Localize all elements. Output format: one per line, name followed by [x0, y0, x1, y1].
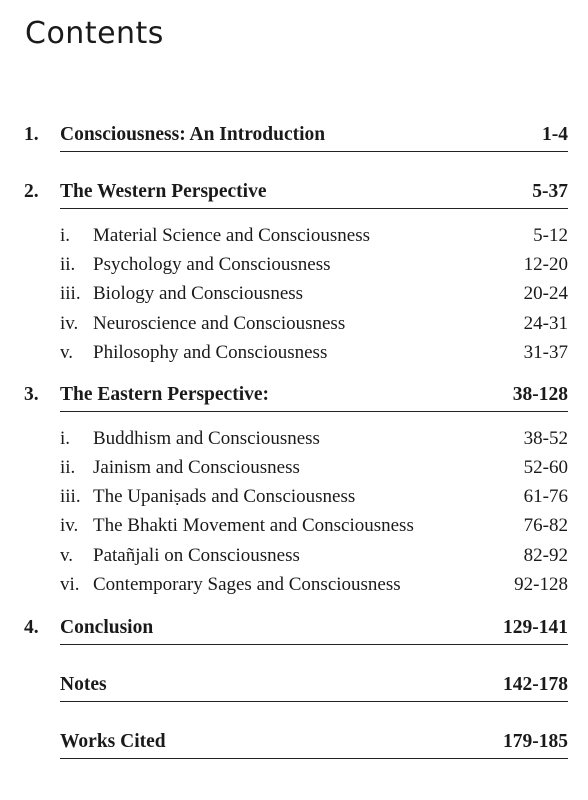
- page-range: 52-60: [523, 457, 568, 478]
- divider-rule: [60, 701, 568, 702]
- subentry-title: Jainism and Consciousness: [93, 457, 300, 478]
- page-range: 142-178: [503, 674, 568, 695]
- page-range: 82-92: [523, 545, 568, 566]
- divider-rule: [60, 151, 568, 152]
- subentry-title: Neuroscience and Consciousness: [93, 313, 346, 334]
- subentry-title: The Bhakti Movement and Consciousness: [93, 515, 414, 536]
- chapter-title: Consciousness: An Introduction: [60, 124, 326, 145]
- subentry-title: Material Science and Consciousness: [93, 225, 371, 246]
- chapter-number: 4.: [24, 617, 39, 638]
- page-range: 5-12: [533, 225, 568, 246]
- subentry-title: Contemporary Sages and Consciousness: [93, 574, 401, 595]
- subentry-number: iii.: [60, 486, 81, 507]
- subentry-title: Patañjali on Consciousness: [93, 545, 300, 566]
- page-range: 31-37: [523, 342, 568, 363]
- chapter-number: 1.: [24, 124, 39, 145]
- subentry-number: v.: [60, 342, 74, 363]
- subentry-number: i.: [60, 225, 71, 246]
- subentry-number: ii.: [60, 254, 76, 275]
- subentry-title: Buddhism and Consciousness: [93, 428, 320, 449]
- subentry-title: The Upaniṣads and Consciousness: [93, 486, 356, 507]
- page-range: 12-20: [523, 254, 568, 275]
- page-range: 1-4: [542, 124, 568, 145]
- subentry-number: v.: [60, 545, 74, 566]
- page-range: 179-185: [503, 731, 568, 752]
- chapter-number: 2.: [24, 181, 39, 202]
- subentry-number: iv.: [60, 515, 79, 536]
- page-range: 76-82: [523, 515, 568, 536]
- divider-rule: [60, 411, 568, 412]
- page-title: Contents: [25, 16, 164, 51]
- page-range: 38-52: [523, 428, 568, 449]
- subentry-title: Psychology and Consciousness: [93, 254, 331, 275]
- subentry-number: ii.: [60, 457, 76, 478]
- page-range: 24-31: [523, 313, 568, 334]
- chapter-title: The Eastern Perspective:: [60, 384, 270, 405]
- page-range: 61-76: [523, 486, 568, 507]
- page-range: 20-24: [523, 283, 568, 304]
- divider-rule: [60, 208, 568, 209]
- page-range: 129-141: [503, 617, 568, 638]
- chapter-title: The Western Perspective: [60, 181, 267, 202]
- subentry-number: i.: [60, 428, 71, 449]
- divider-rule: [60, 644, 568, 645]
- section-title: Notes: [60, 674, 107, 695]
- chapter-title: Conclusion: [60, 617, 154, 638]
- page-range: 38-128: [512, 384, 568, 405]
- subentry-number: vi.: [60, 574, 80, 595]
- subentry-number: iii.: [60, 283, 81, 304]
- page-range: 92-128: [514, 574, 568, 595]
- subentry-number: iv.: [60, 313, 79, 334]
- subentry-title: Philosophy and Consciousness: [93, 342, 328, 363]
- chapter-number: 3.: [24, 384, 39, 405]
- subentry-title: Biology and Consciousness: [93, 283, 304, 304]
- divider-rule: [60, 758, 568, 759]
- section-title: Works Cited: [60, 731, 166, 752]
- page-range: 5-37: [532, 181, 568, 202]
